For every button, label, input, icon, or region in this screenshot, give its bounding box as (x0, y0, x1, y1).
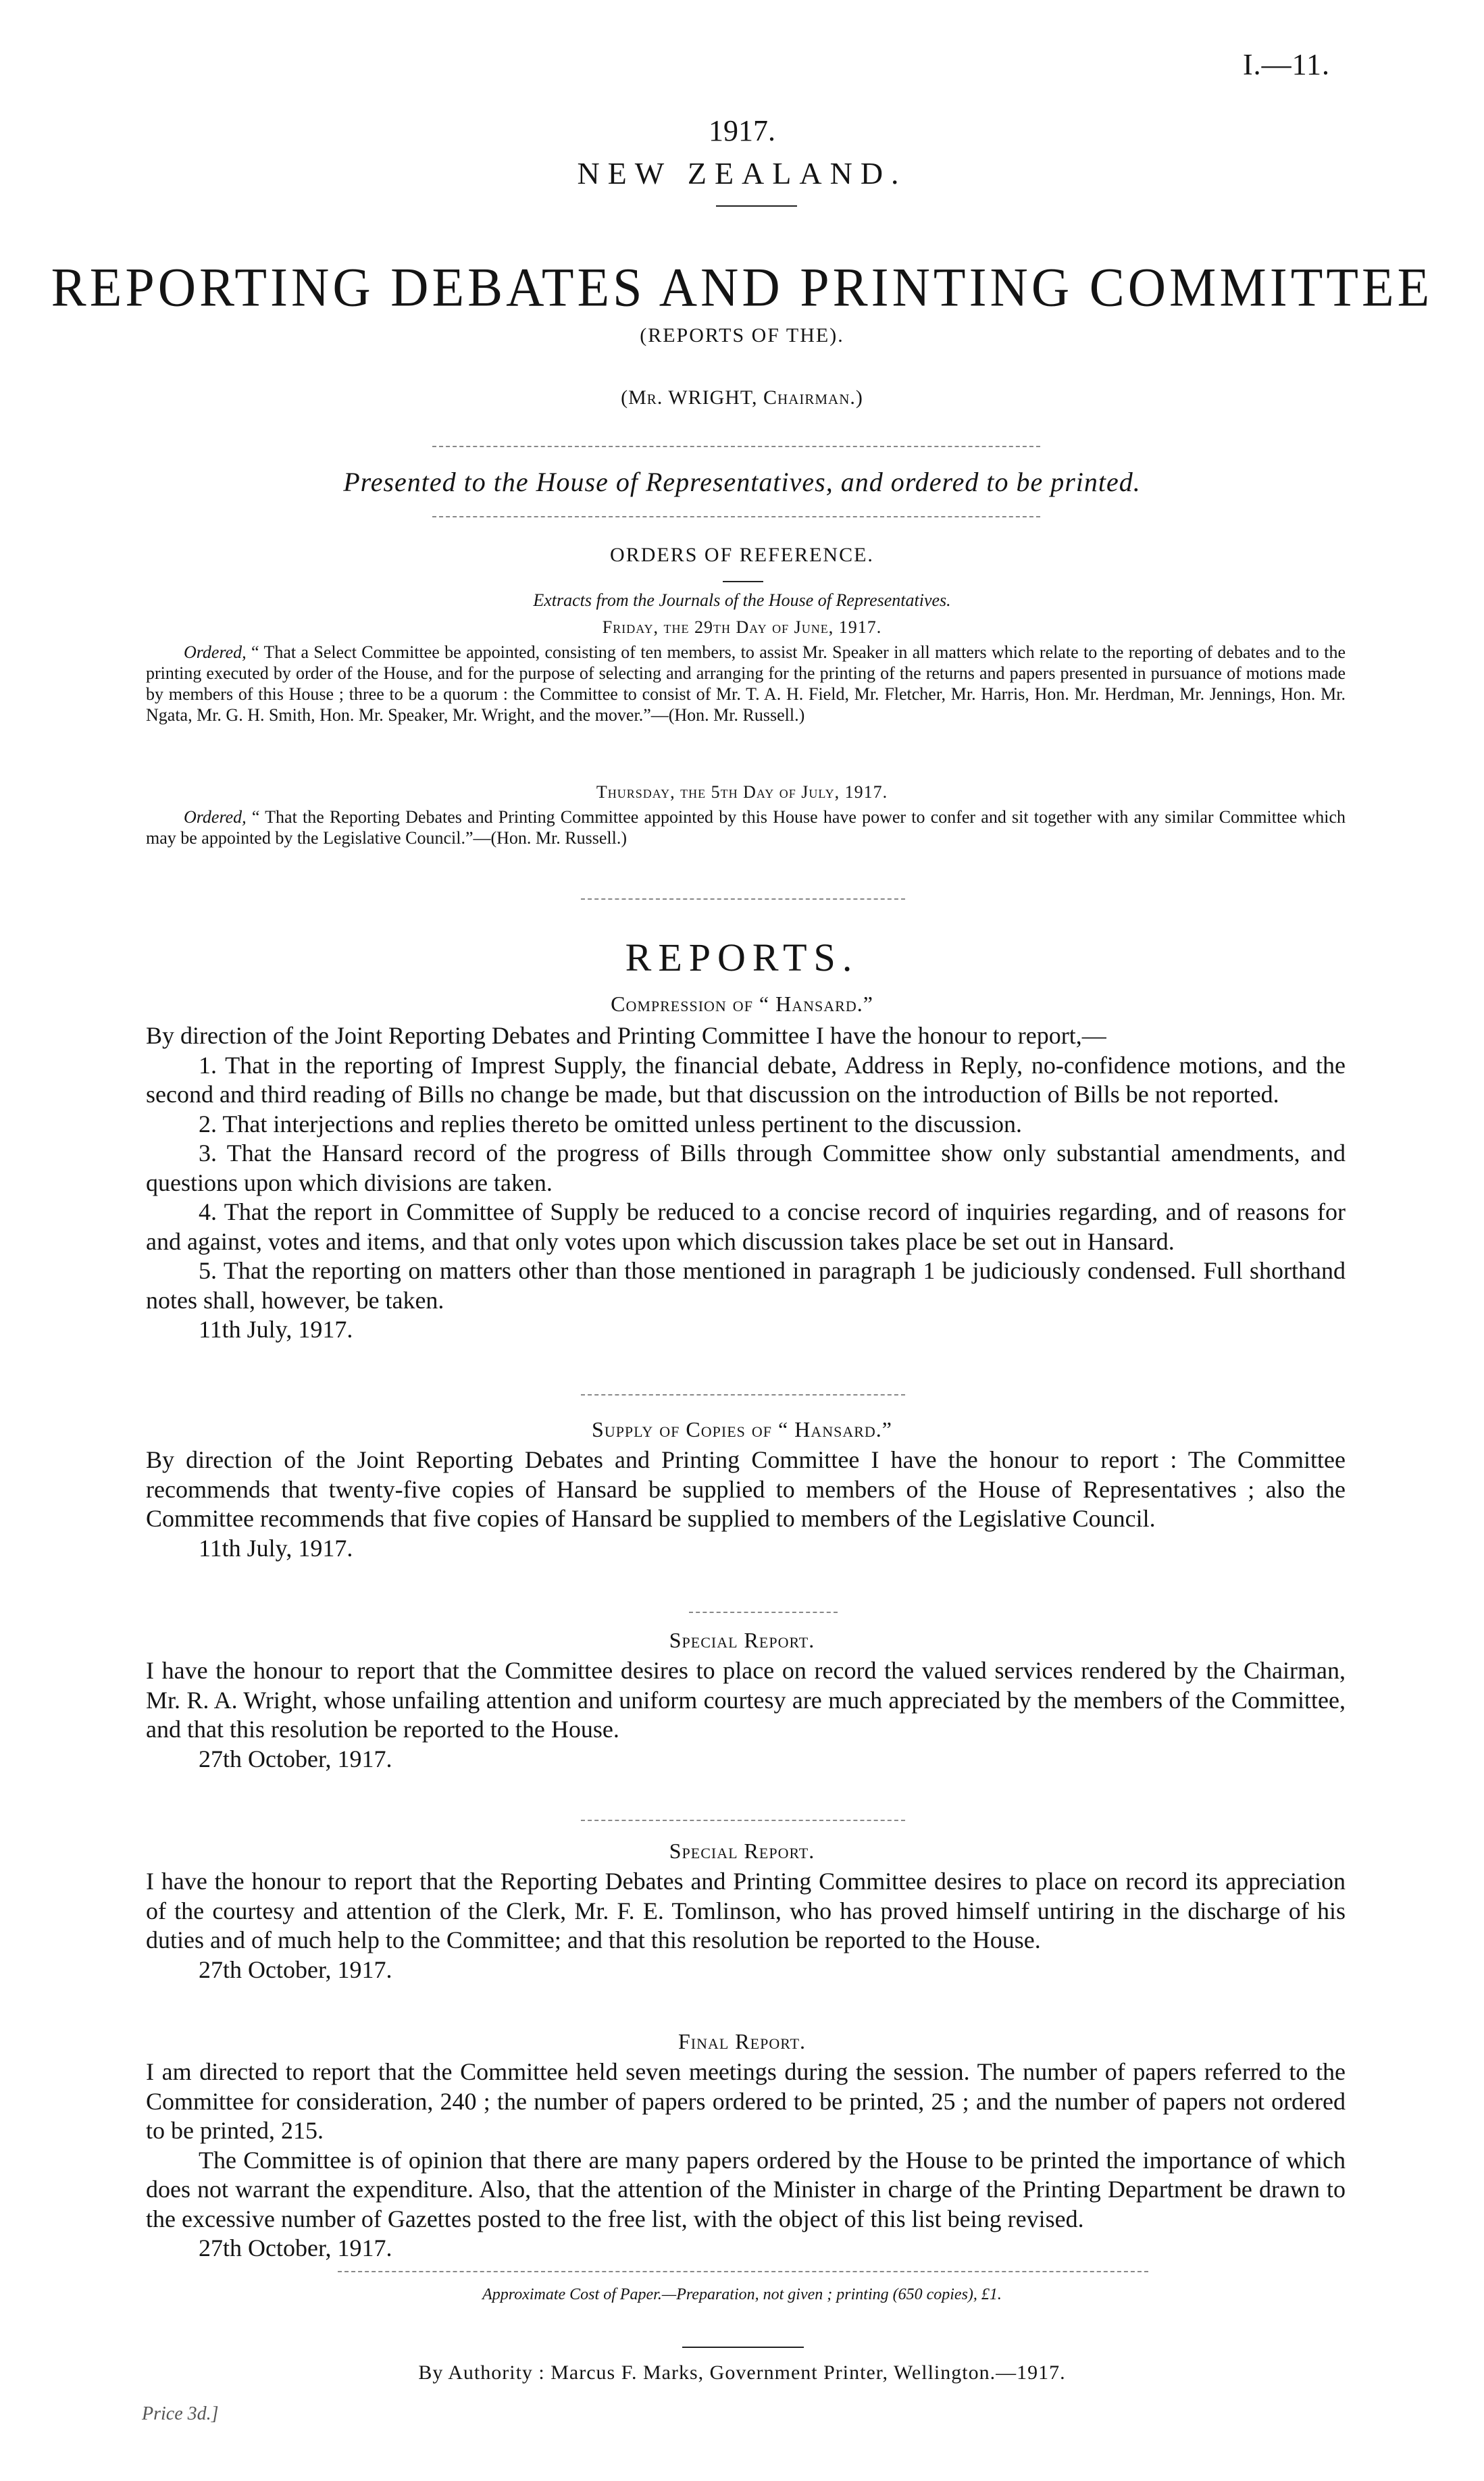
ordered-label: Ordered, (184, 807, 247, 827)
divider (338, 2271, 1148, 2272)
price-label: Price 3d.] (142, 2403, 219, 2424)
page-title: REPORTING DEBATES AND PRINTING COMMITTEE (51, 255, 1433, 318)
supply-text: By direction of the Joint Reporting Debates and Printing Committee I have the honour to report : The Committee recommends that twenty-five copies of Hansard be supplied to members of the House of Representatives ; also the Committee recommends that five copies of Hansard be supplied to members of the Legislative Council. (146, 1446, 1346, 1532)
compression-item: 3. That the Hansard record of the progress of Bills through Committee show only substantial amendments, and questions upon which divisions are taken. (146, 1140, 1346, 1196)
compression-item: 2. That interjections and replies thereto be omitted unless pertinent to the discussion. (199, 1110, 1023, 1137)
order-1-text: “ That a Select Committee be appointed, consisting of ten members, to assist Mr. Speaker in all matters which relate to the reporting of debates and to the printing executed by order of the House, and for the purpose of selecting and arranging for the printing of the returns and papers presented in pursuance of motions made by members of this House ; three to be a quorum : the Committee to consist of Mr. T. A. H. Field, Mr. Fletcher, Mr. Harris, Hon. Mr. Herdman, Mr. Jennings, Hon. Mr. Ngata, Mr. G. H. Smith, Hon. Mr. Speaker, Mr. Wright, and the mover.”—(Hon. Mr. Russell.) (146, 642, 1346, 725)
order-date-2: Thursday, the 5th Day of July, 1917. (596, 782, 888, 802)
footer-rule (682, 2347, 804, 2348)
cost-line: Approximate Cost of Paper.—Preparation, not given ; printing (650 copies), £1. (482, 2286, 1002, 2303)
year: 1917. (709, 114, 775, 147)
order-date-1: Friday, the 29th Day of June, 1917. (602, 617, 882, 637)
country: NEW ZEALAND. (577, 156, 907, 190)
compression-intro: By direction of the Joint Reporting Debates and Printing Committee I have the honour to report,— (146, 1022, 1106, 1049)
final-report-date: 27th October, 1917. (199, 2234, 392, 2261)
orders-heading: ORDERS OF REFERENCE. (610, 544, 874, 566)
supply-body (146, 1446, 1346, 1563)
ordered-label: Ordered, (184, 642, 247, 662)
authority-line: By Authority : Marcus F. Marks, Government Printer, Wellington.—1917. (418, 2361, 1066, 2384)
special-report-1-date: 27th October, 1917. (199, 1745, 392, 1772)
compression-heading: Compression of “ Hansard.” (611, 992, 873, 1016)
special-report-1-body (146, 1656, 1346, 1774)
order-1 (146, 642, 1346, 725)
divider (432, 446, 1040, 447)
special-report-1-text: I have the honour to report that the Committee desires to place on record the valued services rendered by the Chairman, Mr. R. A. Wright, whose unfailing attention and uniform courtesy are much appreciated by the members of the Committee, and that this resolution be reported to the House. (146, 1657, 1346, 1743)
compression-item: 5. That the reporting on matters other than those mentioned in paragraph 1 be judiciously condensed. Full shorthand notes shall, however, be taken. (146, 1257, 1346, 1314)
compression-item: 1. That in the reporting of Imprest Supply, the financial debate, Address in Reply, no-confidence motions, and the second and third reading of Bills no change be made, but that discussion on the introduction of Bills be not reported. (146, 1051, 1346, 1108)
special-report-2-body (146, 1867, 1346, 1985)
order-2-text: “ That the Reporting Debates and Printing Committee appointed by this House have power to confer and sit together with any similar Committee which may be appointed by the Legislative Council.”—(Hon. Mr. Russell.) (146, 807, 1346, 848)
compression-body (146, 1021, 1346, 1345)
final-report-text: I am directed to report that the Committee held seven meetings during the session. The number of papers referred to the Committee for consideration, 240 ; the number of papers ordered to be printed, 25 ; and the number of papers not ordered to be printed, 215. (146, 2058, 1346, 2144)
extracts-line: Extracts from the Journals of the House of Representatives. (533, 590, 951, 610)
orders-rule (723, 581, 763, 582)
paper-number: I.—11. (1243, 48, 1331, 81)
supply-heading: Supply of Copies of “ Hansard.” (592, 1417, 892, 1441)
order-2 (146, 807, 1346, 848)
divider (581, 898, 905, 900)
final-report-heading: Final Report. (677, 2029, 807, 2053)
presented-line: Presented to the House of Representatives, and ordered to be printed. (343, 467, 1141, 497)
compression-item: 4. That the report in Committee of Supply be reduced to a concise record of inquiries regarding, and of reasons for and against, votes and items, and that only votes upon which discussion takes place be set out in Hansard. (146, 1198, 1346, 1255)
reports-heading: REPORTS. (625, 936, 859, 979)
supply-date: 11th July, 1917. (199, 1534, 353, 1562)
divider (689, 1612, 838, 1613)
final-report-body (146, 2057, 1346, 2263)
chairman: (Mr. WRIGHT, Chairman.) (621, 386, 863, 409)
subtitle: (REPORTS OF THE). (640, 324, 844, 347)
header-rule (716, 205, 797, 207)
divider (432, 516, 1040, 517)
special-report-2-text: I have the honour to report that the Reporting Debates and Printing Committee desires to place on record its appreciation of the courtesy and attention of the Clerk, Mr. F. E. Tomlinson, who has proved himself untiring in the discharge of his duties and of much help to the Committee; and that this resolution be reported to the House. (146, 1868, 1346, 1953)
special-report-2-heading: Special Report. (669, 1839, 815, 1863)
special-report-2-date: 27th October, 1917. (199, 1955, 392, 1983)
divider (581, 1820, 905, 1821)
divider (581, 1394, 905, 1396)
compression-date: 11th July, 1917. (199, 1316, 353, 1343)
special-report-1-heading: Special Report. (669, 1628, 815, 1652)
final-report-text: The Committee is of opinion that there are many papers ordered by the House to be printed the importance of which does not warrant the expenditure. Also, that the attention of the Minister in charge of the Printing Department be drawn to the excessive number of Gazettes posted to the free list, with the object of this list being revised. (146, 2146, 1346, 2232)
